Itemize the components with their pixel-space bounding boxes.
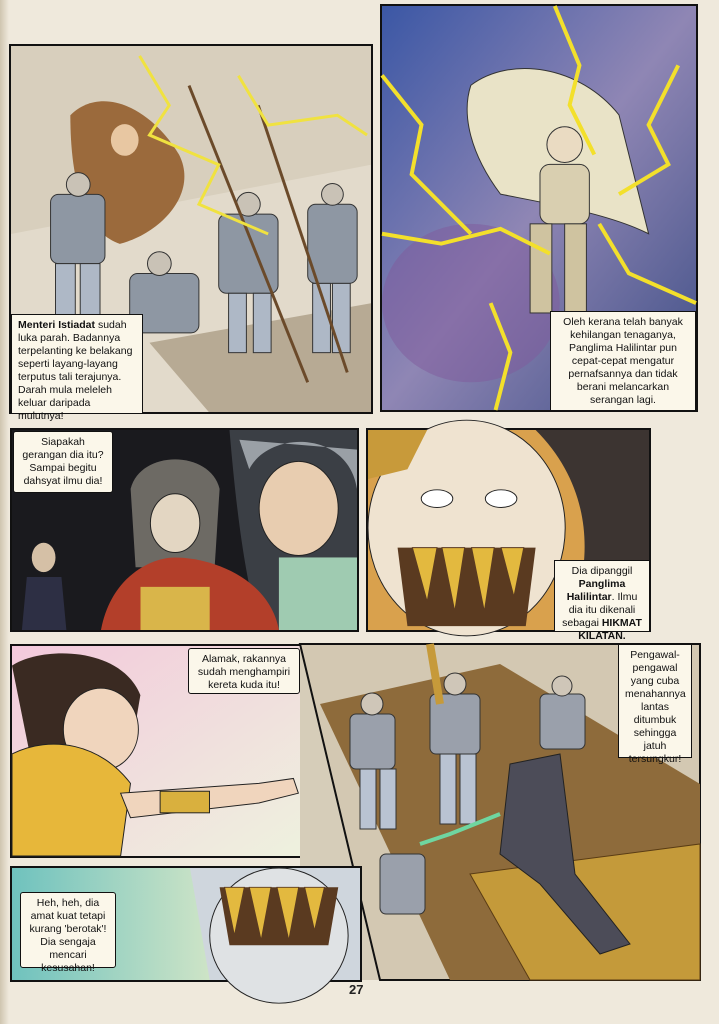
caption-text-panglima: Oleh kerana telah banyak kehilangan tenaganya, Panglima Halilintar pun cepat-cepat mengatur pernafsannya dan tidak berani melancarkan serangan lagi. bbox=[563, 316, 683, 406]
caption-name-panglima: Panglima Halilintar bbox=[566, 578, 626, 603]
balloon-text-brainless: Heh, heh, dia amat kuat tetapi kurang 'berotak'! Dia sengaja mencari kesusahan! bbox=[29, 897, 107, 974]
page-number: 27 bbox=[349, 982, 364, 997]
panel-2-panglima-lightning bbox=[380, 4, 698, 412]
caption-text-menteri: sudah luka parah. Badannya terpelanting ke belakang seperti layang-layang terputus tali terajunya. Darah mula meleleh keluar daripada mulutnya! bbox=[18, 319, 133, 422]
caption-panglima-breathing bbox=[550, 311, 696, 411]
caption-panglima-identity bbox=[554, 560, 650, 642]
balloon-text-alamak: Alamak, rakannya sudah menghampiri kereta kuda itu! bbox=[197, 653, 291, 691]
caption-name-menteri: Menteri Istiadat bbox=[18, 319, 96, 331]
caption-skill-hikmat: HIKMAT KILATAN. bbox=[578, 617, 642, 642]
balloon-alamak bbox=[188, 648, 300, 694]
balloon-brainless bbox=[20, 892, 116, 974]
panel-5-woman-pointing bbox=[10, 644, 328, 858]
panel-7-brainless-taunt bbox=[10, 866, 362, 982]
caption-guards-punched bbox=[618, 644, 692, 765]
caption-text-guards: Pengawal-pengawal yang cuba menahannya lantas ditumbuk sehingga jatuh tersungkur! bbox=[625, 649, 686, 765]
panel-4-monster-closeup bbox=[366, 428, 651, 642]
page-binding-edge bbox=[0, 0, 9, 1024]
caption-menteri-istiadat bbox=[11, 314, 143, 422]
caption-text-known-as: . Ilmu dia itu dikenali sebagai bbox=[562, 591, 638, 629]
panel-3-onlookers bbox=[10, 428, 359, 632]
balloon-text-who-is-he: Siapakah gerangan dia itu? Sampai begitu dahsyat ilmu dia! bbox=[22, 436, 104, 487]
panel-1-soldiers-attack bbox=[9, 44, 373, 422]
balloon-who-is-he bbox=[13, 431, 113, 493]
caption-text-called: Dia dipanggil bbox=[571, 565, 633, 577]
